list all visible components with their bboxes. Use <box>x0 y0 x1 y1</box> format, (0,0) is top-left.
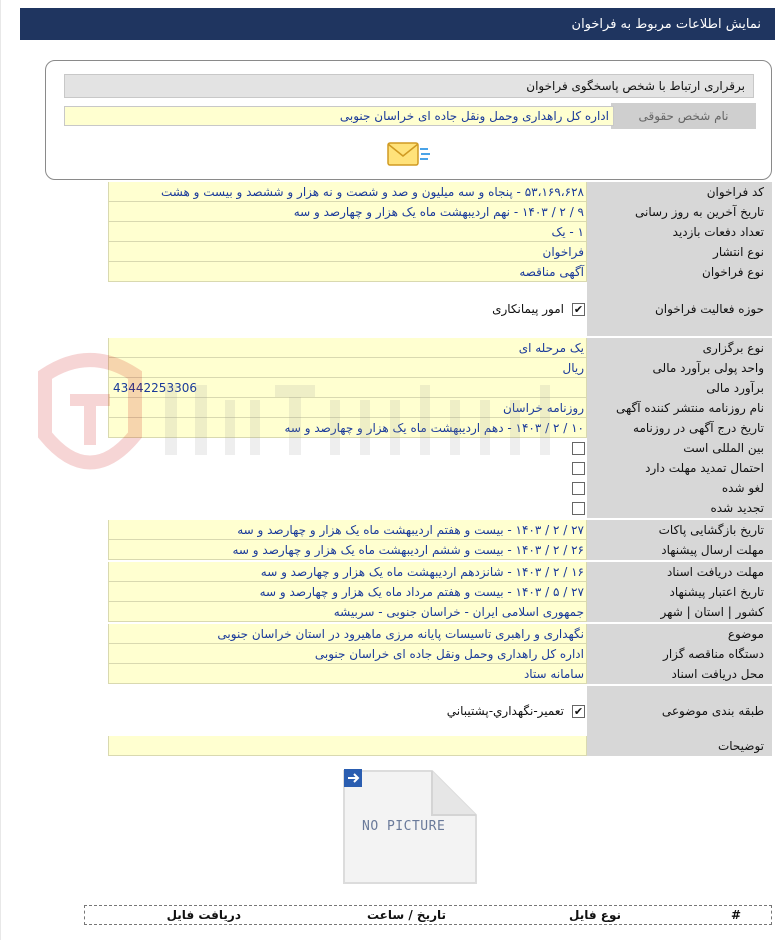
left-divider <box>0 0 1 940</box>
files-col-download: دریافت فایل <box>166 908 241 922</box>
row-publish-type <box>108 242 772 262</box>
international-checkbox[interactable] <box>572 442 585 455</box>
row-estimate <box>108 378 772 398</box>
publish-type-label: نوع انتشار <box>587 242 772 262</box>
row-renewed <box>108 498 772 518</box>
activity-checkbox[interactable]: ✔ <box>573 302 584 316</box>
location-value: جمهوری اسلامی ایران - خراسان جنوبی - سربیشه <box>108 602 587 622</box>
description-label: توضیحات <box>587 736 772 756</box>
page-header <box>20 8 775 40</box>
extension-checkbox[interactable] <box>572 462 585 475</box>
legal-person-label: نام شخص حقوقی <box>611 103 756 129</box>
files-col-index: # <box>730 908 741 922</box>
description-value <box>108 736 587 756</box>
activity-label: حوزه فعالیت فراخوان <box>587 282 772 336</box>
row-extension <box>108 458 772 478</box>
currency-label: واحد پولی برآورد مالی <box>587 358 772 378</box>
category-label: طبقه بندی موضوعی <box>587 686 772 736</box>
last-update-label: تاریخ آخرین به روز رسانی <box>587 202 772 222</box>
holding-type-value: یک مرحله ای <box>108 338 587 358</box>
code-value: ۵۳،۱۶۹،۶۲۸ - پنجاه و سه میلیون و صد و شصت و نه هزار و ششصد و بیست و هشت <box>108 182 587 202</box>
international-value <box>108 438 587 458</box>
row-currency <box>108 358 772 378</box>
row-docs-deadline <box>108 562 772 582</box>
docs-deadline-value: ۱۶ / ۲ / ۱۴۰۳ - شانزدهم اردیبهشت ماه یک هزار و چهارصد و سه <box>108 562 587 582</box>
call-type-label: نوع فراخوان <box>587 262 772 282</box>
international-label: بین المللی است <box>587 438 772 458</box>
organizer-label: دستگاه مناقصه گزار <box>587 644 772 664</box>
activity-value <box>108 282 587 336</box>
row-newspaper-date <box>108 418 772 438</box>
publish-type-value: فراخوان <box>108 242 587 262</box>
extension-value <box>108 458 587 478</box>
row-organizer <box>108 644 772 664</box>
row-description <box>108 736 772 756</box>
estimate-value: 43442253306 <box>108 378 587 398</box>
extension-label: احتمال تمدید مهلت دارد <box>587 458 772 478</box>
docs-deadline-label: مهلت دریافت اسناد <box>587 562 772 582</box>
row-docs-place <box>108 664 772 684</box>
row-activity <box>108 282 772 336</box>
docs-place-label: محل دریافت اسناد <box>587 664 772 684</box>
visits-label: تعداد دفعات بازدید <box>587 222 772 242</box>
contact-panel <box>45 60 772 180</box>
row-category <box>108 686 772 736</box>
holding-type-label: نوع برگزاری <box>587 338 772 358</box>
row-location <box>108 602 772 622</box>
organizer-value: اداره کل راهداری وحمل ونقل جاده ای خراسان جنوبی <box>108 644 587 664</box>
no-picture-text: NO PICTURE <box>362 819 446 834</box>
files-col-datetime: تاریخ / ساعت <box>366 908 446 922</box>
contact-title <box>64 74 754 98</box>
subject-value: نگهداری و راهبری تاسیسات پایانه مرزی ماهیرود در استان خراسان جنوبی <box>108 624 587 644</box>
row-opening-date <box>108 520 772 540</box>
location-label: کشور | استان | شهر <box>587 602 772 622</box>
row-newspaper <box>108 398 772 418</box>
legal-person-value: اداره کل راهداری وحمل ونقل جاده ای خراسان جنوبی <box>64 106 614 126</box>
estimate-label: برآورد مالی <box>587 378 772 398</box>
category-checkbox[interactable]: ✔ <box>573 704 584 718</box>
opening-date-value: ۲۷ / ۲ / ۱۴۰۳ - بیست و هفتم اردیبهشت ماه یک هزار و چهارصد و سه <box>108 520 587 540</box>
no-picture-icon <box>340 765 480 887</box>
row-subject <box>108 624 772 644</box>
contact-title-text: برقراری ارتباط با شخص پاسخگوی فراخوان <box>526 79 745 93</box>
newspaper-value: روزنامه خراسان <box>108 398 587 418</box>
cancelled-label: لغو شده <box>587 478 772 498</box>
activity-text: امور پیمانکاری <box>492 302 564 316</box>
cancelled-value <box>108 478 587 498</box>
renewed-checkbox[interactable] <box>572 502 585 515</box>
visits-value: ۱ - یک <box>108 222 587 242</box>
page-title: نمایش اطلاعات مربوط به فراخوان <box>571 16 761 32</box>
last-update-value: ۹ / ۲ / ۱۴۰۳ - نهم اردیبهشت ماه یک هزار و چهارصد و سه <box>108 202 587 222</box>
row-code <box>108 182 772 202</box>
row-international <box>108 438 772 458</box>
category-text: تعمير-نگهداري-پشتيباني <box>446 704 564 718</box>
submit-deadline-value: ۲۶ / ۲ / ۱۴۰۳ - بیست و ششم اردیبهشت ماه یک هزار و چهارصد و سه <box>108 540 587 560</box>
validity-date-label: تاریخ اعتبار پیشنهاد <box>587 582 772 602</box>
row-holding-type <box>108 338 772 358</box>
validity-date-value: ۲۷ / ۵ / ۱۴۰۳ - بیست و هفتم مرداد ماه یک هزار و چهارصد و سه <box>108 582 587 602</box>
renewed-value <box>108 498 587 518</box>
files-table-header <box>84 905 772 925</box>
docs-place-value: سامانه ستاد <box>108 664 587 684</box>
call-type-value: آگهی مناقصه <box>108 262 587 282</box>
currency-value: ریال <box>108 358 587 378</box>
row-cancelled <box>108 478 772 498</box>
newspaper-date-value: ۱۰ / ۲ / ۱۴۰۳ - دهم اردیبهشت ماه یک هزار و چهارصد و سه <box>108 418 587 438</box>
row-call-type <box>108 262 772 282</box>
subject-label: موضوع <box>587 624 772 644</box>
submit-deadline-label: مهلت ارسال پیشنهاد <box>587 540 772 560</box>
envelope-icon[interactable] <box>386 139 432 169</box>
row-validity-date <box>108 582 772 602</box>
opening-date-label: تاریخ بازگشایی پاکات <box>587 520 772 540</box>
files-col-type: نوع فایل <box>569 908 621 922</box>
row-submit-deadline <box>108 540 772 560</box>
row-last-update <box>108 202 772 222</box>
row-visits <box>108 222 772 242</box>
renewed-label: تجدید شده <box>587 498 772 518</box>
newspaper-date-label: تاریخ درج آگهی در روزنامه <box>587 418 772 438</box>
cancelled-checkbox[interactable] <box>572 482 585 495</box>
category-value <box>108 686 587 736</box>
code-label: کد فراخوان <box>587 182 772 202</box>
newspaper-label: نام روزنامه منتشر کننده آگهی <box>587 398 772 418</box>
